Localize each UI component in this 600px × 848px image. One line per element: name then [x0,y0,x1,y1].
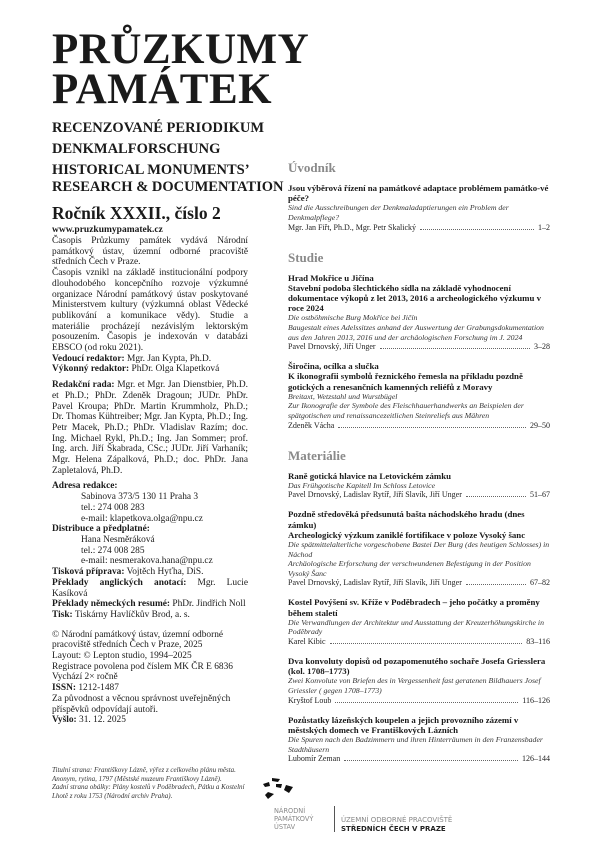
article-title: Hrad Mokřice u Jičína [288,272,374,283]
authors: Karel Kibic [288,636,326,646]
toc-entry [288,656,550,706]
toc-entry [288,183,550,233]
distribution-tel: tel.: 274 008 285 [81,545,145,556]
german-title: Die Spuren nach den Badzimmern und ihren Hinterräumen in den Franzensbader Stadthäusern [288,734,543,754]
logo-text-left: NÁRODNÍ PAMÁTKOVÝ ÚSTAV [274,807,314,832]
front-cover-credit: Titulní strana: Františkovy Lázně, výřez z celkového plánu města. Anonym, rytina, 1797 (Městské muzeum Františkovy Lázně). [52,765,236,783]
article-title: Pozůstatky lázeňských koupelen a jejich provozního zázemí v městských domech ve Františkových Lázních [288,714,519,735]
german-title: Die spätmittelalterliche vorgeschobene Bastei Der Burg (des heutigen Schlosses) in Náchod [288,539,550,559]
toc-entry [288,715,550,765]
article-title: Jsou výběrová řízení na památkové adaptace problémem památko-vé péče? [288,183,549,204]
author-line [288,342,550,352]
article-title: Stavební podoba šlechtického sídla na základě vyhodnocení dokumentace výkopů z let 2013, 2016 a archeologického výzkumu v roce 2024 [288,282,541,314]
dot-leader [466,578,526,585]
subtitle-cz: RECENZOVANÉ PERIODIKUM [52,120,265,136]
journal-title-line2: PAMÁTEK [52,66,273,113]
image-credits [52,766,248,800]
article-title: Širočina, ocílka a slučka [288,361,379,372]
author-line [288,223,550,233]
article-title: K ikonografii symbolů řeznického řemesla na příkladu pozdně gotických a renesančních kamenných reliéfů z Moravy [288,371,523,392]
imprint-about: Časopis vznikl na základě institucionální podpory dlouhodobého koncepčního rozvoje výzkumné organizace Národní památkový ústav poskytované Ministerstvem kultury (výzkumná oblast Vědecké publikování a komunikace vědy). Studie a materiálie procházejí nezávislým lektorským posouzením. Časopis je indexován v databázi EBSCO (od roku 2021). [52,268,248,354]
volume-issue: Ročník XXXII., číslo 2 [52,203,221,223]
prepress: Tisková příprava: Vojtěch Hyťha, DiS. [52,567,204,578]
published-date: Vyšlo: 31. 12. 2025 [52,715,126,726]
page-range: 29–50 [530,420,550,430]
chief-editor: Vedoucí redaktor: Mgr. Jan Kypta, Ph.D. [52,353,212,364]
imprint [52,236,248,726]
back-cover-credit: Zadní strana obálky: Plány kostelů v Poděbradech, Pátku a Kostelní Lhotě z roku 1753 (Národní archiv Praha). [52,783,245,800]
author-line [288,754,550,764]
website: www.pruzkumypamatek.cz [52,225,163,235]
article-title: Dva konvoluty dopisů od pozapomenutého sochaře Josefa Griesslera (kol. 1708–1773) [288,655,546,677]
page-range: 83–116 [526,636,550,646]
toc-entry [288,597,550,647]
page-range: 67–82 [530,578,550,588]
authors: Lubomír Zeman [288,754,341,764]
page-range: 3–28 [534,342,550,352]
page-range: 1–2 [538,222,550,232]
section-gap [288,242,550,250]
npu-logo-icon [262,778,302,804]
german-title: Zur Ikonografie der Symbole des Fleischhauerhandwerks an Beispielen der spätgotischen und renaissancezeitlichen Steinreliefs aus Mähren [288,401,524,420]
distribution-name: Hana Nesměráková [81,534,155,545]
authors: Pavel Drnovský, Ladislav Rytíř, Jiří Slavík, Jiří Unger [288,578,462,588]
npu-logo [262,778,562,836]
section-gap [288,440,550,448]
article-title: Kostel Povýšení sv. Kříže v Poděbradech – jeho počátky a proměny během staletí [288,597,540,618]
address-label: Adresa redakce: [52,481,118,492]
address-tel: tel.: 274 008 283 [81,502,145,513]
article-title: Archeologický výzkum zaniklé fortifikace v poloze Vysoký šanc [288,529,526,540]
page-range: 126–144 [522,754,550,764]
authors: Zdeněk Vácha [288,420,335,430]
page-range: 116–126 [522,695,550,705]
copyright: © Národní památkový ústav, územní odborné pracoviště středních Čech v Praze, 2025 [52,629,224,651]
right-column [274,160,550,836]
english-translations: Překlady anglických anotací: Mgr. Lucie Kasíková [52,577,249,599]
german-title: Baugestalt eines Adelssitzes anhand der Auswertung der Grabungsdokumentation aus den Jahren 2013, 2016 und der archäologischen Forschung im J. 2024 [288,323,544,342]
author-line [288,696,550,706]
toc-entry [288,471,550,501]
page-range: 51–67 [530,490,550,500]
german-title: Zwei Konvolute von Briefen des in Vergessenheit fast geratenen Bildhauers Josef Griessler ( gegen 1708–1773) [288,676,541,695]
dot-leader [380,342,530,349]
german-title: Archäologische Erforschung der verschwundenen Befestigung in der Position Vysoký Šanc [288,559,531,578]
article-title: Pozdně středověká předsunutá bašta náchodského hradu (dnes zámku) [288,509,525,530]
article-title: Raně gotická hlavice na Letovickém zámku [288,470,451,481]
table-of-contents [288,160,550,764]
german-title: Breitaxt, Wetzstahl und Wurstbügel [288,391,398,401]
author-line [288,421,550,431]
german-title: Die Verwandlungen der Architektur und Ausstattung der Kreuzerhöhungskirche in Poděbrady [288,617,544,637]
section-heading: Úvodník [288,160,336,175]
address: Sabinova 373/5 130 11 Praha 3 [81,492,199,503]
subtitle-de: DENKMALFORSCHUNG [52,141,221,157]
toc-entry [288,509,550,588]
german-title: Sind die Ausschreibungen der Denkmaladaptierungen ein Problem der Denkmalpflege? [288,203,509,222]
german-title: Die ostböhmische Burg Mokřice bei Jičín [288,313,418,323]
dot-leader [420,223,534,230]
section-heading: Materiálie [288,447,346,463]
authors: Pavel Drnovský, Jiří Unger [288,342,376,352]
dot-leader [330,637,523,644]
editorial-board: Redakční rada: Mgr. et Mgr. Jan Dienstbier, Ph.D. et Ph.D.; PhDr. Zdeněk Dragoun; JUDr. PhDr. Pavel Kroupa; PhDr. Martin Krummholz, Ph.D.; Dr. Thomas Kühtreiber; Mgr. Jan Kypta, Ph.D.; Ing. Petr Macek, Ph.D.; PhDr. Vladislav Razím; doc. Ing. Michael Rykl, Ph.D.; Ing. Jan Sommer; prof. Ing. arch. Jiří Škabrada, CSc.; JUDr. Jiří Varhaník; Mgr. Helena Zápalková, Ph.D.; doc. PhDr. Jana Zapletalová, Ph.D. [52,380,248,476]
printer: Tisk: Tiskárny Havlíčkův Brod, a. s. [52,609,190,620]
dot-leader [338,421,526,428]
dot-leader [344,754,518,761]
subtitle-en-2: RESEARCH & DOCUMENTATION [52,179,284,195]
toc-entry [288,273,550,353]
address-email: e-mail: klapetkova.olga@npu.cz [81,513,203,524]
author-line [288,637,550,647]
logo-text-right: ÚZEMNÍ ODBORNÉ PRACOVIŠTĚ STŘEDNÍCH ČECH V PRAZE [341,816,453,833]
german-title: Das Frühgotische Kapitell Im Schloss Letovice [288,480,436,490]
distribution-label: Distribuce a předplatné: [52,524,150,535]
subtitle-en-1: HISTORICAL MONUMENTS’ [52,162,250,178]
journal-title-line1: PRŮZKUMY [52,26,310,73]
dot-leader [466,490,526,497]
german-translations: Překlady německých resumé: PhDr. Jindřich Noll [52,599,246,610]
authors: Mgr. Jan Fiřt, Ph.D., Mgr. Petr Skalický [288,222,417,232]
issn: ISSN: 1212-1487 [52,683,119,694]
registration: Registrace povolena pod číslem MK ČR E 6836 [52,661,233,672]
toc-entry [288,361,550,430]
imprint-publisher: Časopis Průzkumy památek vydává Národní památkový ústav, územní odborné pracoviště středních Čech v Praze. [52,236,248,268]
distribution-email: e-mail: nesmerakova.hana@npu.cz [81,556,213,567]
layout-credit: Layout: © Lepton studio, 1994–2025 [52,651,192,662]
disclaimer: Za původnost a věcnou správnost uveřejněných příspěvků odpovídají autoři. [52,693,231,715]
author-line [288,578,550,588]
authors: Pavel Drnovský, Ladislav Rytíř, Jiří Slavík, Jiří Unger [288,490,462,500]
frequency: Vychází 2× ročně [52,672,118,683]
author-line [288,490,550,500]
logo-divider [334,806,335,832]
section-heading: Studie [288,249,324,265]
executive-editor: Výkonný redaktor: PhDr. Olga Klapetková [52,364,220,375]
authors: Kryštof Loub [288,695,332,705]
dot-leader [335,696,518,703]
